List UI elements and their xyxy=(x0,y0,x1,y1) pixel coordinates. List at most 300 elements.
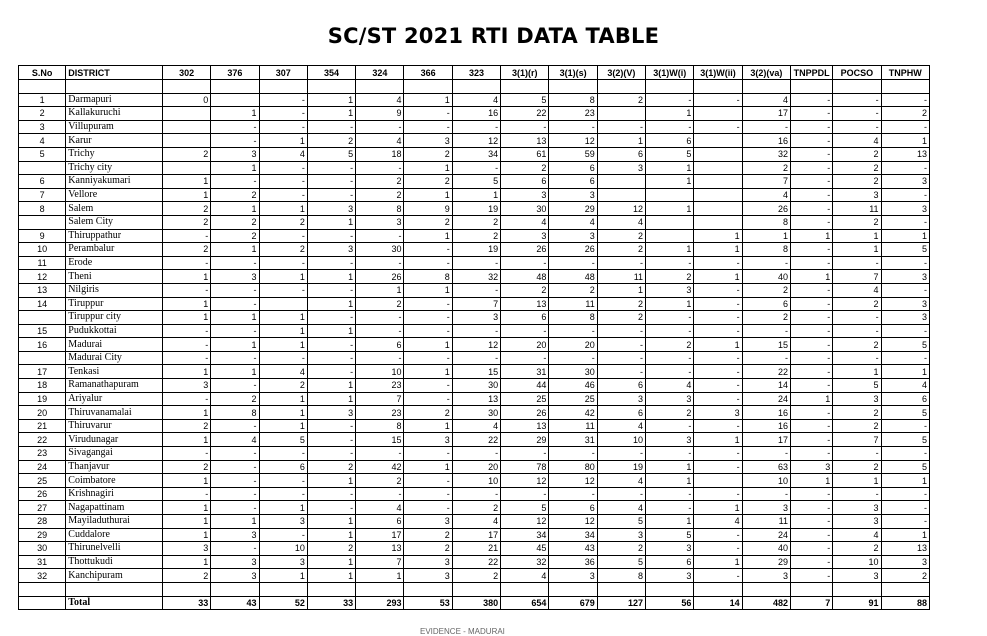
value-cell xyxy=(881,582,929,596)
serial-cell: 9 xyxy=(19,229,66,243)
value-cell: 3 xyxy=(742,501,790,515)
value-cell: - xyxy=(356,324,404,338)
district-cell: Darmapuri xyxy=(66,93,163,107)
value-cell: 1 xyxy=(307,555,355,569)
value-cell: - xyxy=(162,338,210,352)
value-cell: - xyxy=(646,324,694,338)
value-cell: - xyxy=(790,406,832,420)
serial-cell: 26 xyxy=(19,487,66,501)
value-cell: 1 xyxy=(259,338,307,352)
column-header: 3(1)(r) xyxy=(501,66,549,80)
value-cell: - xyxy=(211,460,259,474)
value-cell: - xyxy=(404,311,452,325)
district-cell xyxy=(66,80,163,94)
serial-cell: 25 xyxy=(19,474,66,488)
value-cell: - xyxy=(549,487,597,501)
value-cell: - xyxy=(307,120,355,134)
value-cell: 1 xyxy=(259,419,307,433)
value-cell: - xyxy=(211,419,259,433)
value-cell: 56 xyxy=(646,596,694,610)
value-cell: 11 xyxy=(549,419,597,433)
value-cell: 31 xyxy=(501,365,549,379)
value-cell: 2 xyxy=(211,229,259,243)
serial-cell: 29 xyxy=(19,528,66,542)
value-cell: - xyxy=(162,229,210,243)
value-cell: 679 xyxy=(549,596,597,610)
value-cell: 1 xyxy=(404,283,452,297)
column-header: TNPPDL xyxy=(790,66,832,80)
value-cell xyxy=(694,147,742,161)
value-cell xyxy=(211,93,259,107)
value-cell: 1 xyxy=(259,311,307,325)
value-cell: 6 xyxy=(646,555,694,569)
column-header: TNPHW xyxy=(881,66,929,80)
value-cell: 3 xyxy=(404,555,452,569)
district-cell: Salem City xyxy=(66,215,163,229)
district-cell: Thiruvanamalai xyxy=(66,406,163,420)
value-cell: - xyxy=(790,351,832,365)
value-cell: - xyxy=(646,365,694,379)
value-cell: 1 xyxy=(646,202,694,216)
value-cell: 3 xyxy=(501,229,549,243)
district-cell: Cuddalore xyxy=(66,528,163,542)
value-cell: 3 xyxy=(833,392,881,406)
value-cell: 2 xyxy=(162,460,210,474)
value-cell: 3 xyxy=(211,555,259,569)
column-header: 3(2)(va) xyxy=(742,66,790,80)
value-cell: 5 xyxy=(881,243,929,257)
value-cell xyxy=(404,80,452,94)
value-cell: 16 xyxy=(742,419,790,433)
district-cell: Kallakuruchi xyxy=(66,107,163,121)
district-cell: Mayiladuthurai xyxy=(66,515,163,529)
table-row xyxy=(19,515,930,529)
table-row xyxy=(19,188,930,202)
value-cell xyxy=(742,582,790,596)
table-row xyxy=(19,392,930,406)
value-cell: - xyxy=(356,351,404,365)
value-cell: - xyxy=(881,256,929,270)
value-cell: - xyxy=(549,120,597,134)
value-cell: 30 xyxy=(356,243,404,257)
value-cell: 1 xyxy=(790,474,832,488)
value-cell xyxy=(162,134,210,148)
value-cell: 12 xyxy=(549,515,597,529)
value-cell: 45 xyxy=(501,542,549,556)
value-cell: 2 xyxy=(452,215,500,229)
value-cell: 4 xyxy=(452,93,500,107)
value-cell: 1 xyxy=(356,569,404,583)
value-cell: - xyxy=(356,229,404,243)
value-cell: - xyxy=(259,107,307,121)
serial-cell xyxy=(19,582,66,596)
value-cell: 1 xyxy=(694,229,742,243)
value-cell: 3 xyxy=(404,134,452,148)
value-cell: 2 xyxy=(833,175,881,189)
value-cell: 26 xyxy=(549,243,597,257)
value-cell: 1 xyxy=(307,379,355,393)
value-cell: 1 xyxy=(307,324,355,338)
value-cell: - xyxy=(259,351,307,365)
value-cell: - xyxy=(404,107,452,121)
district-cell: Virudunagar xyxy=(66,433,163,447)
value-cell xyxy=(790,582,832,596)
value-cell: - xyxy=(211,256,259,270)
value-cell: 2 xyxy=(452,229,500,243)
value-cell: - xyxy=(646,93,694,107)
value-cell: - xyxy=(694,93,742,107)
value-cell: 1 xyxy=(694,243,742,257)
value-cell: 3 xyxy=(162,379,210,393)
value-cell: 15 xyxy=(452,365,500,379)
value-cell xyxy=(597,188,645,202)
value-cell: 1 xyxy=(833,474,881,488)
serial-cell: 17 xyxy=(19,365,66,379)
value-cell: 3 xyxy=(404,515,452,529)
value-cell: - xyxy=(790,515,832,529)
value-cell: 11 xyxy=(742,515,790,529)
value-cell: - xyxy=(742,447,790,461)
value-cell: - xyxy=(833,256,881,270)
value-cell: 2 xyxy=(259,243,307,257)
value-cell: - xyxy=(694,283,742,297)
serial-cell: 32 xyxy=(19,569,66,583)
serial-cell: 3 xyxy=(19,120,66,134)
value-cell: - xyxy=(597,487,645,501)
value-cell: - xyxy=(211,501,259,515)
value-cell: - xyxy=(646,447,694,461)
value-cell: 1 xyxy=(597,283,645,297)
value-cell: 1 xyxy=(162,406,210,420)
value-cell: 1 xyxy=(646,515,694,529)
value-cell: 10 xyxy=(833,555,881,569)
district-cell: Kanniyakumari xyxy=(66,175,163,189)
value-cell: 1 xyxy=(307,515,355,529)
value-cell: - xyxy=(790,107,832,121)
value-cell: - xyxy=(211,120,259,134)
value-cell: - xyxy=(694,365,742,379)
value-cell: 1 xyxy=(162,270,210,284)
value-cell: 10 xyxy=(597,433,645,447)
value-cell xyxy=(694,161,742,175)
value-cell: - xyxy=(646,419,694,433)
value-cell: 3 xyxy=(259,515,307,529)
value-cell: - xyxy=(404,501,452,515)
value-cell: 10 xyxy=(259,542,307,556)
value-cell: 1 xyxy=(259,202,307,216)
value-cell: 6 xyxy=(881,392,929,406)
value-cell xyxy=(694,175,742,189)
value-cell: 1 xyxy=(404,188,452,202)
value-cell: 43 xyxy=(549,542,597,556)
value-cell: - xyxy=(790,161,832,175)
value-cell: 2 xyxy=(162,215,210,229)
value-cell: 22 xyxy=(742,365,790,379)
column-header: 3(1)W(i) xyxy=(646,66,694,80)
value-cell: 1 xyxy=(162,188,210,202)
district-cell: Trichy city xyxy=(66,161,163,175)
value-cell: 1 xyxy=(259,270,307,284)
table-row xyxy=(19,433,930,447)
value-cell: - xyxy=(452,161,500,175)
column-header: S.No xyxy=(19,66,66,80)
value-cell: - xyxy=(452,447,500,461)
value-cell: - xyxy=(307,501,355,515)
value-cell: - xyxy=(356,487,404,501)
table-row xyxy=(19,406,930,420)
value-cell: 1 xyxy=(162,474,210,488)
value-cell: 1 xyxy=(162,501,210,515)
value-cell: 12 xyxy=(452,338,500,352)
value-cell: - xyxy=(790,215,832,229)
table-row xyxy=(19,501,930,515)
value-cell: 1 xyxy=(694,270,742,284)
value-cell xyxy=(549,80,597,94)
value-cell: 25 xyxy=(549,392,597,406)
value-cell: 1 xyxy=(790,270,832,284)
value-cell xyxy=(694,202,742,216)
value-cell: 14 xyxy=(742,379,790,393)
value-cell: 1 xyxy=(211,202,259,216)
value-cell: 3 xyxy=(881,311,929,325)
value-cell: - xyxy=(881,515,929,529)
value-cell: 3 xyxy=(597,392,645,406)
value-cell: 26 xyxy=(501,406,549,420)
table-row xyxy=(19,256,930,270)
value-cell: 5 xyxy=(307,147,355,161)
value-cell: 0 xyxy=(162,93,210,107)
value-cell: - xyxy=(790,256,832,270)
value-cell xyxy=(694,107,742,121)
table-row xyxy=(19,474,930,488)
value-cell: 14 xyxy=(694,596,742,610)
value-cell: 2 xyxy=(549,283,597,297)
value-cell: - xyxy=(694,297,742,311)
value-cell: 18 xyxy=(356,147,404,161)
value-cell: 4 xyxy=(833,134,881,148)
district-cell: Ramanathapuram xyxy=(66,379,163,393)
value-cell: 1 xyxy=(881,134,929,148)
value-cell: - xyxy=(549,256,597,270)
value-cell: 1 xyxy=(259,501,307,515)
table-row xyxy=(19,419,930,433)
value-cell: - xyxy=(259,175,307,189)
value-cell: 19 xyxy=(452,202,500,216)
value-cell: 29 xyxy=(549,202,597,216)
value-cell: 2 xyxy=(646,338,694,352)
value-cell: - xyxy=(790,487,832,501)
table-row xyxy=(19,107,930,121)
value-cell: 6 xyxy=(501,175,549,189)
value-cell: 1 xyxy=(404,93,452,107)
value-cell: 6 xyxy=(597,147,645,161)
value-cell: 1 xyxy=(259,406,307,420)
value-cell: - xyxy=(452,487,500,501)
column-header: POCSO xyxy=(833,66,881,80)
value-cell: - xyxy=(694,419,742,433)
value-cell: 20 xyxy=(501,338,549,352)
value-cell: - xyxy=(790,202,832,216)
value-cell: - xyxy=(597,365,645,379)
value-cell: 13 xyxy=(881,147,929,161)
value-cell: 1 xyxy=(646,474,694,488)
table-row xyxy=(19,338,930,352)
value-cell: - xyxy=(881,188,929,202)
value-cell: 31 xyxy=(549,433,597,447)
value-cell: 7 xyxy=(790,596,832,610)
column-header: 376 xyxy=(211,66,259,80)
value-cell: 22 xyxy=(452,433,500,447)
column-header: 3(2)(V) xyxy=(597,66,645,80)
value-cell: - xyxy=(694,542,742,556)
value-cell: - xyxy=(881,324,929,338)
value-cell xyxy=(404,582,452,596)
value-cell: 46 xyxy=(549,379,597,393)
serial-cell xyxy=(19,311,66,325)
value-cell: 6 xyxy=(549,161,597,175)
value-cell: 2 xyxy=(881,569,929,583)
value-cell: 2 xyxy=(597,542,645,556)
value-cell: - xyxy=(404,392,452,406)
value-cell: 63 xyxy=(742,460,790,474)
value-cell: - xyxy=(259,487,307,501)
district-cell: Villupuram xyxy=(66,120,163,134)
value-cell: 3 xyxy=(549,569,597,583)
column-header: DISTRICT xyxy=(66,66,163,80)
value-cell: - xyxy=(790,297,832,311)
value-cell: 80 xyxy=(549,460,597,474)
table-row xyxy=(19,243,930,257)
value-cell: 2 xyxy=(646,270,694,284)
value-cell: - xyxy=(356,120,404,134)
value-cell: - xyxy=(259,120,307,134)
value-cell: - xyxy=(404,243,452,257)
value-cell: 5 xyxy=(501,93,549,107)
value-cell: 22 xyxy=(501,107,549,121)
value-cell: 6 xyxy=(597,379,645,393)
value-cell: 1 xyxy=(881,474,929,488)
value-cell: 4 xyxy=(833,528,881,542)
district-cell: Coimbatore xyxy=(66,474,163,488)
value-cell: 1 xyxy=(646,243,694,257)
value-cell: 1 xyxy=(404,419,452,433)
value-cell: 3 xyxy=(549,188,597,202)
serial-cell: 31 xyxy=(19,555,66,569)
value-cell: 1 xyxy=(259,134,307,148)
value-cell: 3 xyxy=(501,188,549,202)
serial-cell: 15 xyxy=(19,324,66,338)
value-cell: 4 xyxy=(452,515,500,529)
value-cell: 6 xyxy=(259,460,307,474)
table-row xyxy=(19,528,930,542)
value-cell: 3 xyxy=(259,555,307,569)
value-cell: - xyxy=(356,311,404,325)
value-cell: - xyxy=(259,528,307,542)
value-cell: 4 xyxy=(742,93,790,107)
value-cell: 1 xyxy=(307,392,355,406)
value-cell: 17 xyxy=(742,107,790,121)
column-header: 3(1)(s) xyxy=(549,66,597,80)
serial-cell: 28 xyxy=(19,515,66,529)
value-cell: - xyxy=(742,487,790,501)
value-cell xyxy=(356,582,404,596)
value-cell: 26 xyxy=(742,202,790,216)
district-cell: Tiruppur city xyxy=(66,311,163,325)
value-cell: - xyxy=(211,447,259,461)
value-cell: 2 xyxy=(742,283,790,297)
value-cell: 2 xyxy=(452,501,500,515)
value-cell: 4 xyxy=(597,501,645,515)
value-cell: 1 xyxy=(404,365,452,379)
value-cell: 3 xyxy=(211,147,259,161)
value-cell: 2 xyxy=(833,460,881,474)
value-cell: 33 xyxy=(307,596,355,610)
value-cell: 4 xyxy=(597,215,645,229)
value-cell: 3 xyxy=(646,392,694,406)
value-cell: - xyxy=(259,474,307,488)
value-cell: 4 xyxy=(501,569,549,583)
value-cell: 26 xyxy=(356,270,404,284)
value-cell: 3 xyxy=(211,528,259,542)
district-cell: Tenkasi xyxy=(66,365,163,379)
value-cell: 1 xyxy=(694,338,742,352)
value-cell: 7 xyxy=(356,392,404,406)
value-cell xyxy=(694,215,742,229)
serial-cell: 5 xyxy=(19,147,66,161)
value-cell: 2 xyxy=(833,215,881,229)
value-cell: 16 xyxy=(742,134,790,148)
district-cell xyxy=(66,582,163,596)
district-cell: Thiruppathur xyxy=(66,229,163,243)
value-cell: - xyxy=(259,229,307,243)
value-cell: - xyxy=(404,379,452,393)
value-cell: 59 xyxy=(549,147,597,161)
value-cell: 25 xyxy=(501,392,549,406)
value-cell: 1 xyxy=(646,297,694,311)
district-cell: Thirunelvelli xyxy=(66,542,163,556)
value-cell: - xyxy=(404,351,452,365)
value-cell: 17 xyxy=(356,528,404,542)
value-cell: - xyxy=(501,324,549,338)
district-cell: Sivagangai xyxy=(66,447,163,461)
value-cell: 2 xyxy=(356,474,404,488)
serial-cell: 13 xyxy=(19,283,66,297)
value-cell: 3 xyxy=(881,555,929,569)
total-row xyxy=(19,596,930,610)
value-cell: 32 xyxy=(452,270,500,284)
value-cell: 30 xyxy=(549,365,597,379)
value-cell: - xyxy=(881,93,929,107)
value-cell: 3 xyxy=(790,460,832,474)
value-cell: - xyxy=(549,447,597,461)
value-cell: 1 xyxy=(162,175,210,189)
value-cell xyxy=(646,80,694,94)
value-cell: - xyxy=(211,134,259,148)
value-cell xyxy=(646,229,694,243)
value-cell: 2 xyxy=(162,243,210,257)
value-cell xyxy=(646,215,694,229)
serial-cell: 18 xyxy=(19,379,66,393)
value-cell: 1 xyxy=(356,283,404,297)
value-cell: 7 xyxy=(742,175,790,189)
serial-cell: 14 xyxy=(19,297,66,311)
value-cell: 4 xyxy=(356,134,404,148)
value-cell: - xyxy=(790,555,832,569)
value-cell: 23 xyxy=(356,406,404,420)
value-cell: 1 xyxy=(881,365,929,379)
value-cell: 2 xyxy=(307,460,355,474)
value-cell xyxy=(549,582,597,596)
